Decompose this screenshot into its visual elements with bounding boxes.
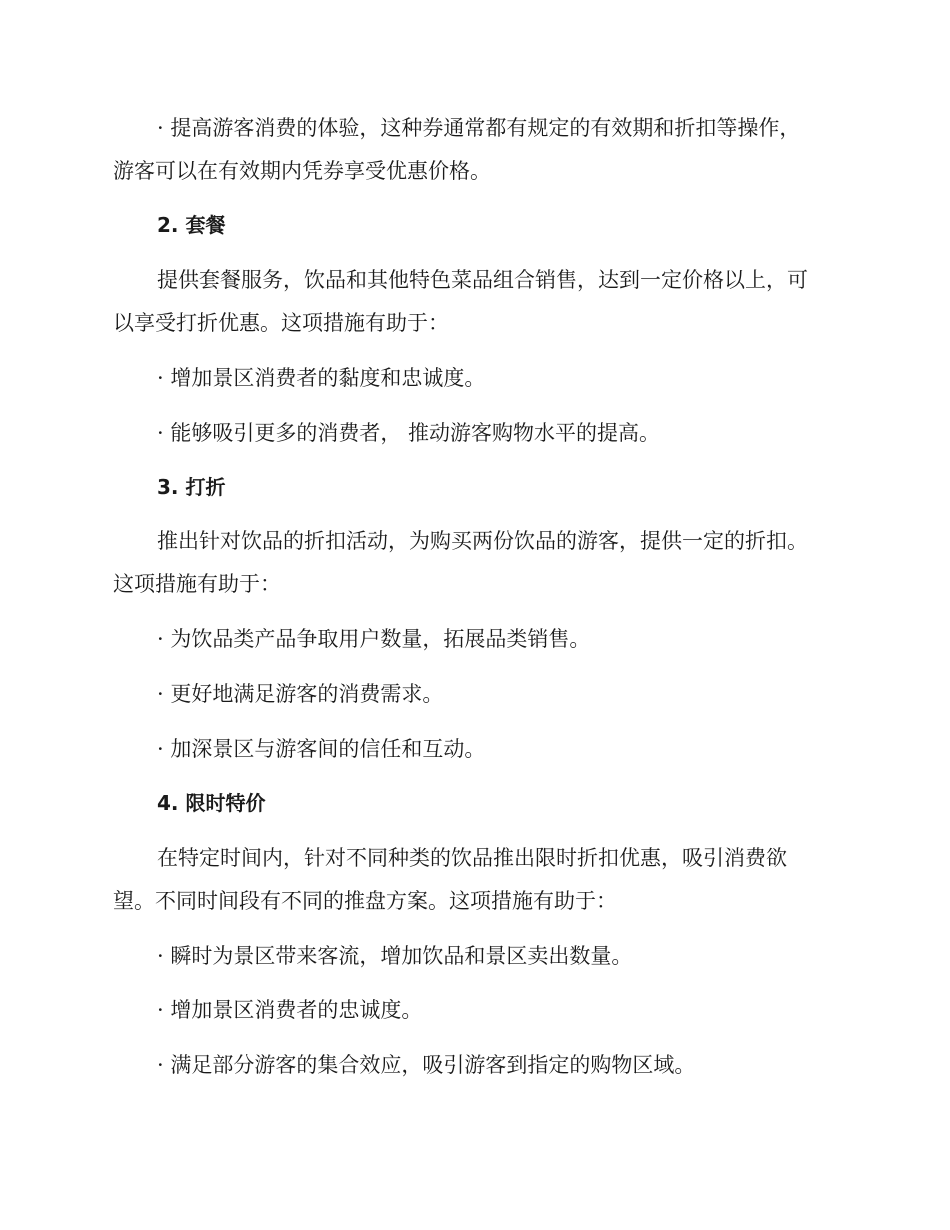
section-2-bullet-2: · 能够吸引更多的消费者， 推动游客购物水平的提高。 — [157, 421, 661, 445]
section-3-heading: 3. 打折 — [157, 475, 226, 499]
intro-bullet-line-2: 游客可以在有效期内凭券享受优惠价格。 — [113, 159, 491, 183]
section-4-paragraph-line-2: 望。不同时间段有不同的推盘方案。这项措施有助于： — [113, 889, 617, 913]
section-2-paragraph-line-1: 提供套餐服务，饮品和其他特色菜品组合销售，达到一定价格以上，可 — [157, 268, 808, 292]
intro-bullet-line-1: · 提高游客消费的体验，这种券通常都有规定的有效期和折扣等操作， — [157, 116, 801, 140]
section-3-bullet-1: · 为饮品类产品争取用户数量，拓展品类销售。 — [157, 627, 591, 651]
section-4-bullet-2: · 增加景区消费者的忠诚度。 — [157, 998, 423, 1022]
section-2-bullet-1: · 增加景区消费者的黏度和忠诚度。 — [157, 366, 486, 390]
section-3-paragraph-line-2: 这项措施有助于： — [113, 572, 281, 596]
section-4-heading: 4. 限时特价 — [157, 791, 266, 815]
section-2-paragraph-line-2: 以享受打折优惠。这项措施有助于： — [113, 311, 449, 335]
section-2-heading: 2. 套餐 — [157, 213, 226, 237]
section-4-bullet-1: · 瞬时为景区带来客流，增加饮品和景区卖出数量。 — [157, 944, 633, 968]
section-4-bullet-3: · 满足部分游客的集合效应，吸引游客到指定的购物区域。 — [157, 1053, 696, 1077]
section-4-paragraph-line-1: 在特定时间内，针对不同种类的饮品推出限时折扣优惠，吸引消费欲 — [157, 846, 787, 870]
section-3-bullet-2: · 更好地满足游客的消费需求。 — [157, 682, 444, 706]
section-3-bullet-3: · 加深景区与游客间的信任和互动。 — [157, 737, 486, 761]
section-3-paragraph-line-1: 推出针对饮品的折扣活动，为购买两份饮品的游客，提供一定的折扣。 — [157, 529, 808, 553]
